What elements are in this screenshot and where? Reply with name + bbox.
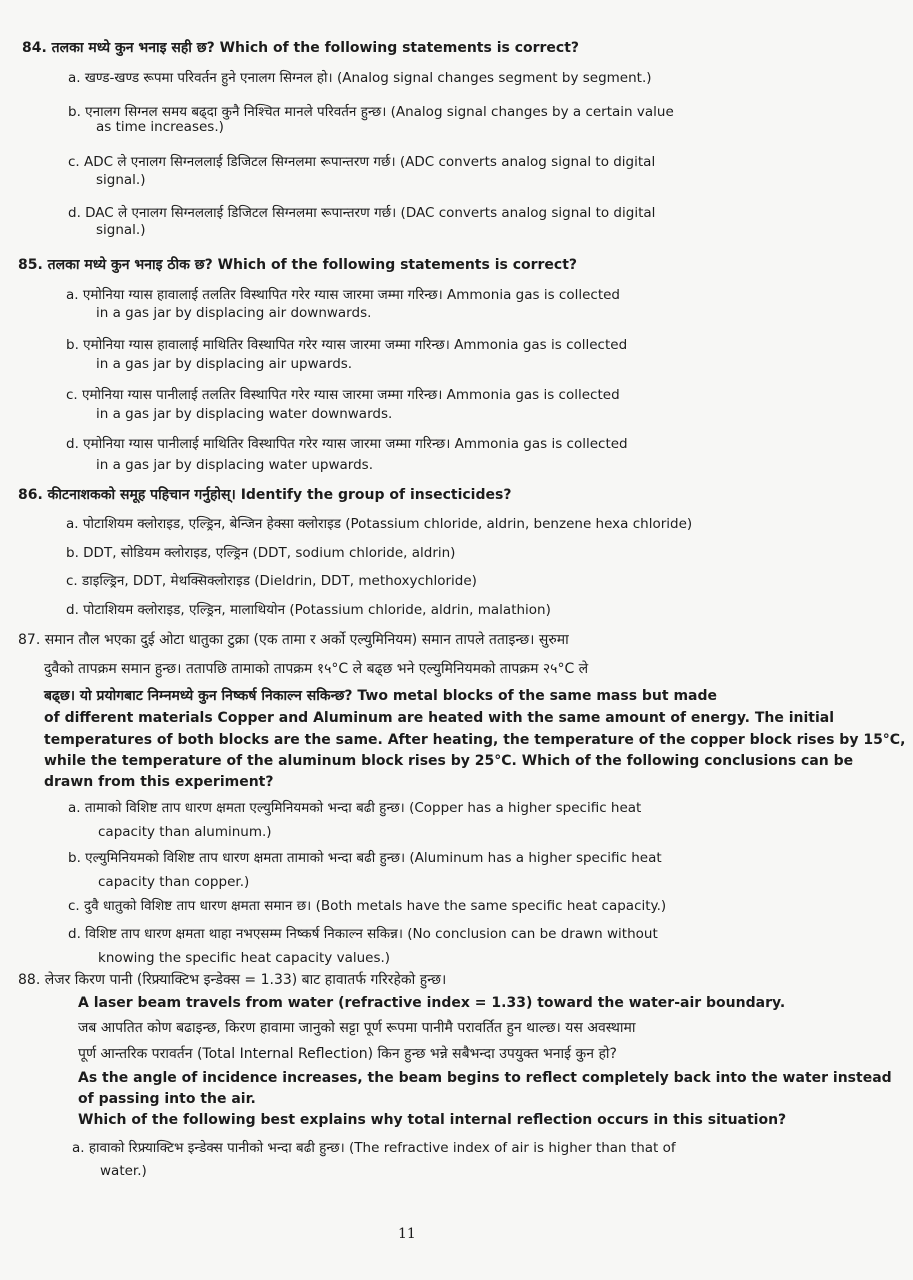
- question-87-option-a: a. तामाको विशिष्ट ताप धारण क्षमता एल्युमिनियमको भन्दा बढी हुन्छ। (Copper has a higher specific heat: [68, 800, 642, 816]
- question-88-line-4: पूर्ण आन्तरिक परावर्तन (Total Internal Reflection) किन हुन्छ भन्ने सबैभन्दा उपयुक्त भनाई कुन हो?: [78, 1046, 617, 1062]
- question-85-heading: 85. तलका मध्ये कुन भनाइ ठीक छ? Which of the following statements is correct?: [18, 257, 578, 273]
- question-86-option-a: a. पोटाशियम क्लोराइड, एल्ड्रिन, बेन्जिन हेक्सा क्लोराइड (Potassium chloride, aldrin, benzene hexa chloride): [66, 516, 693, 532]
- question-87-line-5: temperatures of both blocks are the same. After heating, the temperature of the copper block rises by 15°C,: [44, 732, 906, 748]
- question-85-option-b-cont: in a gas jar by displacing air upwards.: [96, 356, 353, 372]
- question-85-option-c-cont: in a gas jar by displacing water downwards.: [96, 406, 393, 422]
- question-85-option-b: b. एमोनिया ग्यास हावालाई माथितिर विस्थापित गरेर ग्यास जारमा जम्मा गरिन्छ। Ammonia gas is collected: [66, 337, 628, 353]
- question-87-line-4: of different materials Copper and Aluminum are heated with the same amount of energy. The initial: [44, 710, 835, 726]
- question-85-option-a-cont: in a gas jar by displacing air downwards.: [96, 305, 372, 321]
- question-86-option-b: b. DDT, सोडियम क्लोराइड, एल्ड्रिन (DDT, sodium chloride, aldrin): [66, 545, 456, 561]
- question-85-option-a: a. एमोनिया ग्यास हावालाई तलतिर विस्थापित गरेर ग्यास जारमा जम्मा गरिन्छ। Ammonia gas is collected: [66, 287, 621, 303]
- question-87-option-d: d. विशिष्ट ताप धारण क्षमता थाहा नभएसम्म निष्कर्ष निकाल्न सकिन्न। (No conclusion can be drawn without: [68, 926, 658, 942]
- question-87-option-d-cont: knowing the specific heat capacity values.): [98, 950, 391, 966]
- question-84-option-d: d. DAC ले एनालग सिग्नललाई डिजिटल सिग्नलमा रूपान्तरण गर्छ। (DAC converts analog signal to digital: [68, 205, 656, 221]
- question-87-line-6: while the temperature of the aluminum block rises by 25°C. Which of the following conclusions can be: [44, 753, 854, 769]
- question-87-line-1: 87. समान तौल भएका दुई ओटा धातुका टुक्रा (एक तामा र अर्को एल्युमिनियम) समान तापले तताइन्छ। सुरुमा: [18, 632, 569, 648]
- question-87-line-7: drawn from this experiment?: [44, 774, 274, 790]
- question-87-line-3: बढ्छ। यो प्रयोगबाट निम्नमध्ये कुन निष्कर्ष निकाल्न सकिन्छ? Two metal blocks of the same mass but made: [44, 688, 718, 704]
- question-86-option-d: d. पोटाशियम क्लोराइड, एल्ड्रिन, मालाथियोन (Potassium chloride, aldrin, malathion): [66, 602, 551, 618]
- question-84-option-b: b. एनालग सिग्नल समय बढ्दा कुनै निश्चित मानले परिवर्तन हुन्छ। (Analog signal changes by a certain value: [68, 104, 674, 120]
- question-87-option-b: b. एल्युमिनियमको विशिष्ट ताप धारण क्षमता तामाको भन्दा बढी हुन्छ। (Aluminum has a higher specific heat: [68, 850, 662, 866]
- question-85-option-c: c. एमोनिया ग्यास पानीलाई तलतिर विस्थापित गरेर ग्यास जारमा जम्मा गरिन्छ। Ammonia gas is collected: [66, 387, 620, 403]
- question-84-option-c: c. ADC ले एनालग सिग्नललाई डिजिटल सिग्नलमा रूपान्तरण गर्छ। (ADC converts analog signal to digital: [68, 154, 656, 170]
- question-88-option-a: a. हावाको रिफ्र्याक्टिभ इन्डेक्स पानीको भन्दा बढी हुन्छ। (The refractive index of air is higher than that of: [72, 1140, 676, 1156]
- question-87-option-b-cont: capacity than copper.): [98, 874, 250, 890]
- question-86-heading: 86. कीटनाशकको समूह पहिचान गर्नुहोस्। Identify the group of insecticides?: [18, 487, 512, 503]
- page-number: 11: [398, 1226, 416, 1242]
- question-88-line-5: As the angle of incidence increases, the beam begins to reflect completely back into the water instead: [78, 1070, 892, 1086]
- question-88-line-1: 88. लेजर किरण पानी (रिफ्र्याक्टिभ इन्डेक्स = 1.33) बाट हावातर्फ गरिरहेको हुन्छ।: [18, 972, 447, 988]
- question-84-heading: 84. तलका मध्ये कुन भनाइ सही छ? Which of the following statements is correct?: [22, 40, 580, 56]
- question-88-option-a-cont: water.): [100, 1163, 147, 1179]
- question-84-option-d-cont: signal.): [96, 222, 146, 238]
- question-86-option-c: c. डाइल्ड्रिन, DDT, मेथक्सिक्लोराइड (Dieldrin, DDT, methoxychloride): [66, 573, 477, 589]
- question-85-option-d: d. एमोनिया ग्यास पानीलाई माथितिर विस्थापित गरेर ग्यास जारमा जम्मा गरिन्छ। Ammonia gas is collected: [66, 436, 628, 452]
- question-84-option-c-cont: signal.): [96, 172, 146, 188]
- question-84-option-a: a. खण्ड-खण्ड रूपमा परिवर्तन हुने एनालग सिग्नल हो। (Analog signal changes segment by segment.): [68, 70, 652, 86]
- question-87-option-a-cont: capacity than aluminum.): [98, 824, 272, 840]
- question-85-option-d-cont: in a gas jar by displacing water upwards.: [96, 457, 373, 473]
- question-88-line-3: जब आपतित कोण बढाइन्छ, किरण हावामा जानुको सट्टा पूर्ण रूपमा पानीमै परावर्तित हुन थाल्छ। यस अवस्थामा: [78, 1020, 636, 1036]
- question-87-option-c: c. दुवै धातुको विशिष्ट ताप धारण क्षमता समान छ। (Both metals have the same specific heat capacity.): [68, 898, 667, 914]
- question-88-line-2: A laser beam travels from water (refractive index = 1.33) toward the water-air boundary.: [78, 995, 786, 1011]
- question-84-option-b-cont: as time increases.): [96, 119, 224, 135]
- question-88-line-6: of passing into the air.: [78, 1091, 256, 1107]
- question-88-line-7: Which of the following best explains why total internal reflection occurs in this situation?: [78, 1112, 787, 1128]
- question-87-line-2: दुवैको तापक्रम समान हुन्छ। ततापछि तामाको तापक्रम १५°C ले बढ्छ भने एल्युमिनियमको तापक्रम २५°C ले: [44, 661, 589, 677]
